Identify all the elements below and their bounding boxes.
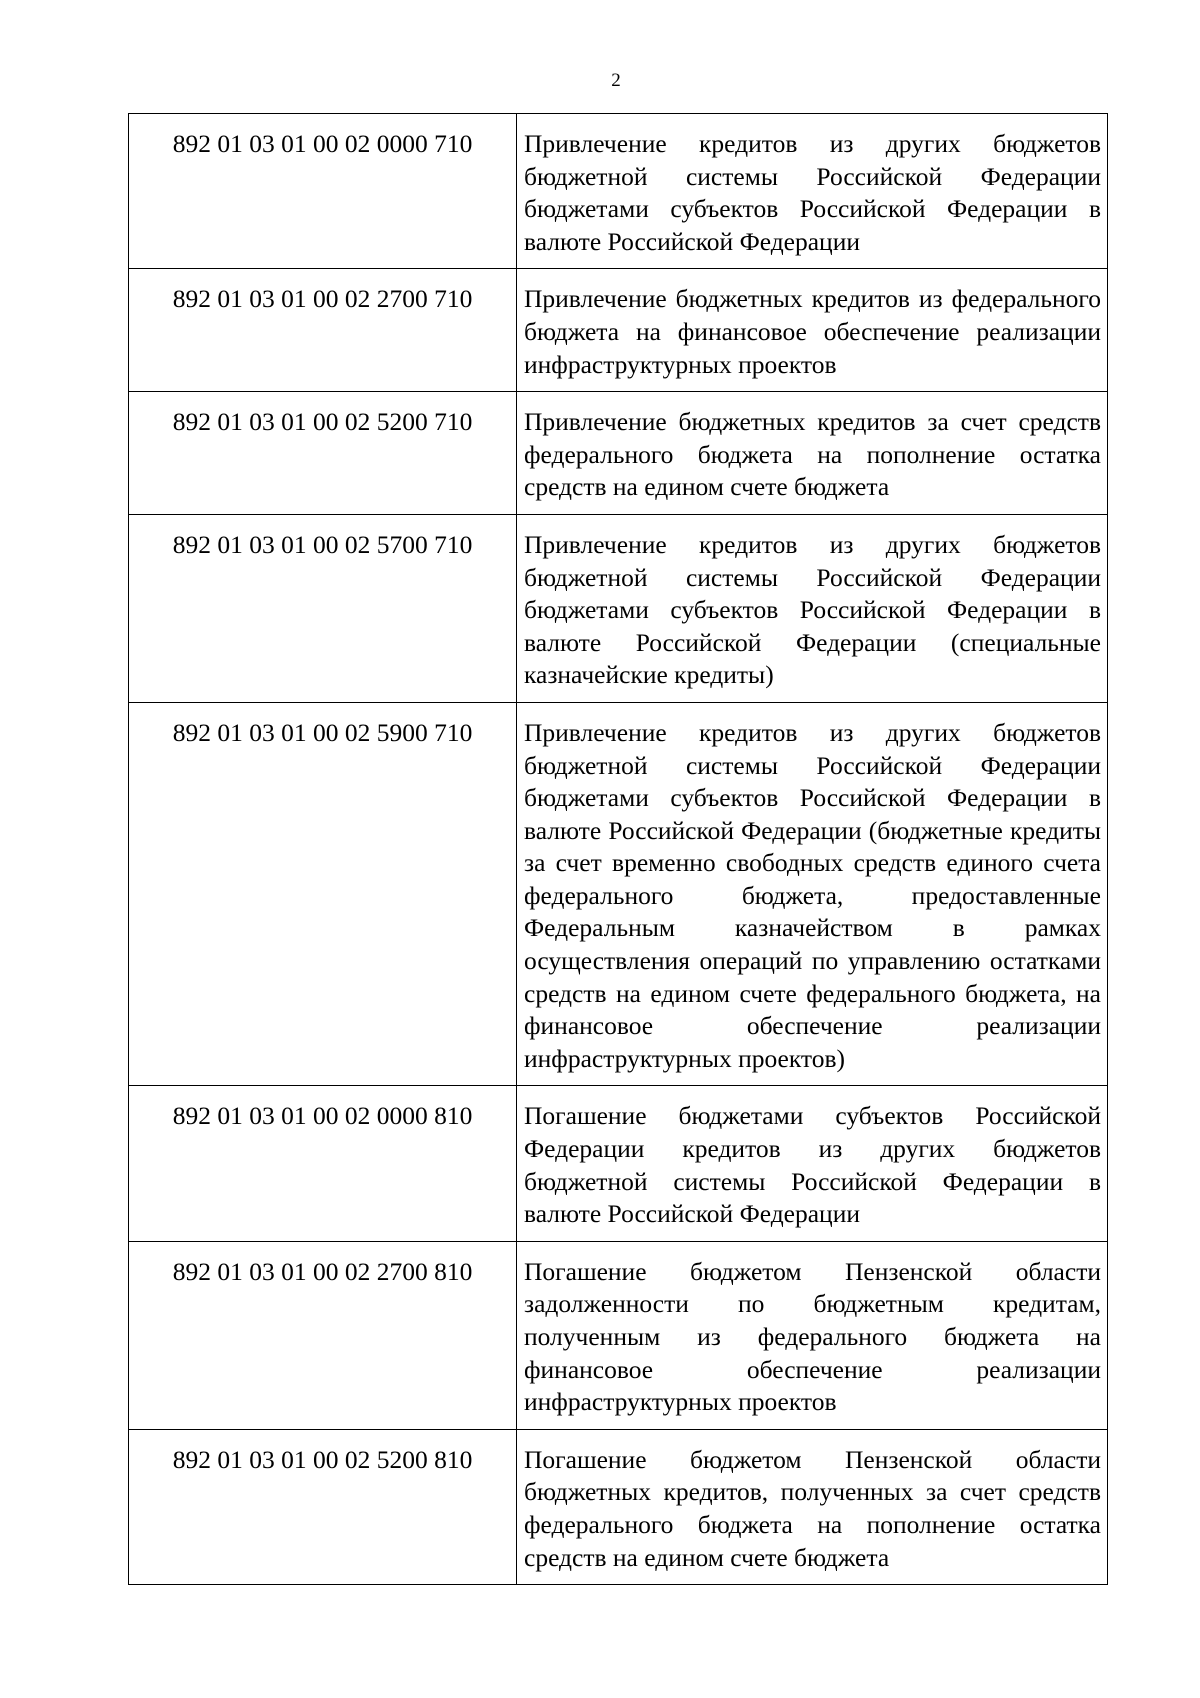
code-description: Погашение бюджетом Пензенской области бюджетных кредитов, полученных за счет средств федерального бюджета на пополнение остатка средств на едином счете бюджета <box>517 1429 1108 1584</box>
code-description: Привлечение кредитов из других бюджетов бюджетной системы Российской Федерации бюджетами субъектов Российской Федерации в валюте Российской Федерации <box>517 114 1108 269</box>
code-description: Привлечение кредитов из других бюджетов бюджетной системы Российской Федерации бюджетами субъектов Российской Федерации в валюте Российской Федерации (бюджетные кредиты за счет временно свободных средств единого счета федерального бюджета, предоставленные Федеральным казначейством в рамках осуществления операций по управлению остатками средств на едином счете федерального бюджета, на финансовое обеспечение реализации инфраструктурных проектов) <box>517 702 1108 1086</box>
table-row <box>129 1241 1108 1429</box>
table-row <box>129 1086 1108 1241</box>
code-description: Привлечение бюджетных кредитов за счет средств федерального бюджета на пополнение остатка средств на едином счете бюджета <box>517 392 1108 515</box>
page-number: 2 <box>611 70 621 91</box>
code-description: Привлечение бюджетных кредитов из федерального бюджета на финансовое обеспечение реализации инфраструктурных проектов <box>517 269 1108 392</box>
code-description: Погашение бюджетом Пензенской области задолженности по бюджетным кредитам, полученным из федерального бюджета на финансовое обеспечение реализации инфраструктурных проектов <box>517 1241 1108 1429</box>
budget-code: 892 01 03 01 00 02 2700 810 <box>129 1241 517 1429</box>
budget-code: 892 01 03 01 00 02 5700 710 <box>129 514 517 702</box>
budget-code: 892 01 03 01 00 02 0000 810 <box>129 1086 517 1241</box>
code-description: Привлечение кредитов из других бюджетов бюджетной системы Российской Федерации бюджетами субъектов Российской Федерации в валюте Российской Федерации (специальные казначейские кредиты) <box>517 514 1108 702</box>
budget-codes-table <box>128 113 1108 1585</box>
budget-code: 892 01 03 01 00 02 5200 810 <box>129 1429 517 1584</box>
table-row <box>129 702 1108 1086</box>
table-row <box>129 269 1108 392</box>
table-row <box>129 392 1108 515</box>
budget-code: 892 01 03 01 00 02 5200 710 <box>129 392 517 515</box>
code-description: Погашение бюджетами субъектов Российской Федерации кредитов из других бюджетов бюджетной системы Российской Федерации в валюте Российской Федерации <box>517 1086 1108 1241</box>
budget-code: 892 01 03 01 00 02 2700 710 <box>129 269 517 392</box>
table-row <box>129 1429 1108 1584</box>
budget-code: 892 01 03 01 00 02 5900 710 <box>129 702 517 1086</box>
budget-code: 892 01 03 01 00 02 0000 710 <box>129 114 517 269</box>
table-row <box>129 514 1108 702</box>
table-row <box>129 114 1108 269</box>
